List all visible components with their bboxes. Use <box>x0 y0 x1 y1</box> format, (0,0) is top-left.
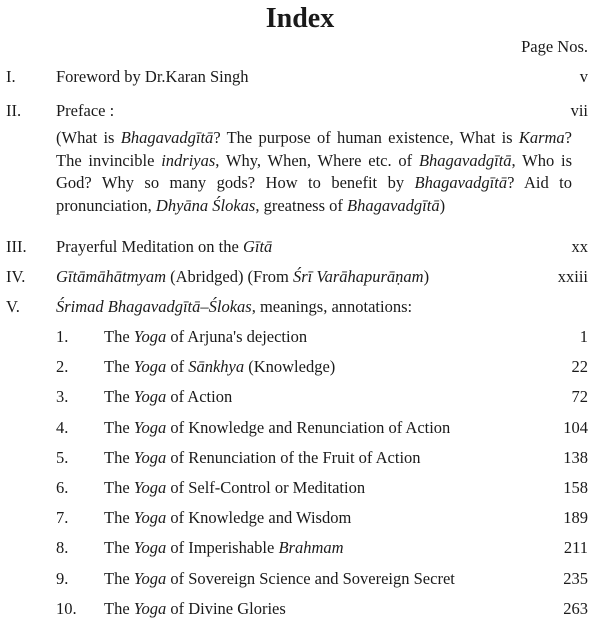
preface-description: (What is Bhagavadgītā? The purpose of human existence, What is Karma? The invincible indriyas, Why, When, Where etc. of Bhagavadgītā, Who is God? Why so many gods? How to benefit by Bhagavadgītā? Aid to pronunciation, Dhyāna Ślokas, greatness of Bhagavadgītā) <box>56 128 573 215</box>
entry-number: IV. <box>6 267 26 286</box>
entry-title: Śrimad Bhagavadgītā–Ślokas, meanings, annotations: <box>56 297 413 316</box>
page-nos-header: Page Nos. <box>521 37 588 56</box>
chapter-page: 235 <box>563 568 588 588</box>
chapter-row <box>0 598 600 620</box>
entry-page: xxiii <box>557 267 588 286</box>
chapter-row <box>0 417 600 439</box>
entry-number: II. <box>6 101 22 120</box>
entry-page: vii <box>570 101 588 120</box>
index-entry-preface <box>0 100 600 122</box>
entry-number: III. <box>6 237 27 256</box>
chapter-row <box>0 356 600 378</box>
chapter-number: 2. <box>56 357 69 377</box>
chapter-title: The Yoga of Arjuna's dejection <box>104 327 308 346</box>
chapter-number: 5. <box>56 447 69 467</box>
chapter-number: 7. <box>56 508 69 528</box>
chapter-page: 72 <box>571 387 588 407</box>
entry-title: Preface : <box>56 101 115 120</box>
chapter-page: 104 <box>563 417 588 437</box>
page-title: Index <box>265 3 335 34</box>
entry-page: v <box>579 67 588 86</box>
index-entry-gitamahatmyam <box>0 266 600 288</box>
chapter-page: 263 <box>563 598 588 618</box>
chapter-number: 3. <box>56 387 69 407</box>
chapter-row <box>0 537 600 559</box>
entry-title: Foreword by Dr.Karan Singh <box>56 67 249 86</box>
chapter-row <box>0 326 600 348</box>
chapter-title: The Yoga of Action <box>104 387 233 407</box>
chapter-number: 6. <box>56 478 69 497</box>
chapter-number: 4. <box>56 417 69 437</box>
chapter-page: 158 <box>563 478 588 497</box>
chapter-number: 9. <box>56 568 69 588</box>
chapter-page: 189 <box>563 508 588 528</box>
entry-number: V. <box>6 297 20 316</box>
entry-title: Prayerful Meditation on the Gītā <box>56 237 273 256</box>
chapter-page: 138 <box>563 447 588 467</box>
entry-title: Gītāmāhātmyam (Abridged) (From Śrī Varāhapurāṇam) <box>56 267 430 286</box>
chapter-title: The Yoga of Imperishable Brahmam <box>104 538 344 558</box>
chapter-title: The Yoga of Renunciation of the Fruit of Action <box>104 447 421 467</box>
entry-page: xx <box>571 237 588 256</box>
chapter-page: 22 <box>571 357 588 377</box>
chapter-number: 8. <box>56 538 69 558</box>
chapter-title: The Yoga of Knowledge and Renunciation of Action <box>104 417 451 437</box>
chapter-title: The Yoga of Sānkhya (Knowledge) <box>104 357 336 377</box>
chapter-row <box>0 568 600 590</box>
index-entry-foreword <box>0 66 600 88</box>
chapter-row <box>0 507 600 529</box>
entry-number: I. <box>6 67 16 86</box>
chapter-title: The Yoga of Divine Glories <box>104 598 286 618</box>
chapter-row <box>0 386 600 408</box>
chapter-title: The Yoga of Knowledge and Wisdom <box>104 508 352 528</box>
chapter-number: 10. <box>56 598 77 618</box>
chapter-number: 1. <box>56 327 69 346</box>
chapter-page: 211 <box>563 538 588 558</box>
chapter-title: The Yoga of Sovereign Science and Sovereign Secret <box>104 568 455 588</box>
chapter-row <box>0 477 600 499</box>
chapter-page: 1 <box>579 327 588 346</box>
chapter-title: The Yoga of Self-Control or Meditation <box>104 478 366 497</box>
index-entry-slokas <box>0 296 600 318</box>
chapter-row <box>0 447 600 469</box>
index-entry-meditation <box>0 236 600 258</box>
